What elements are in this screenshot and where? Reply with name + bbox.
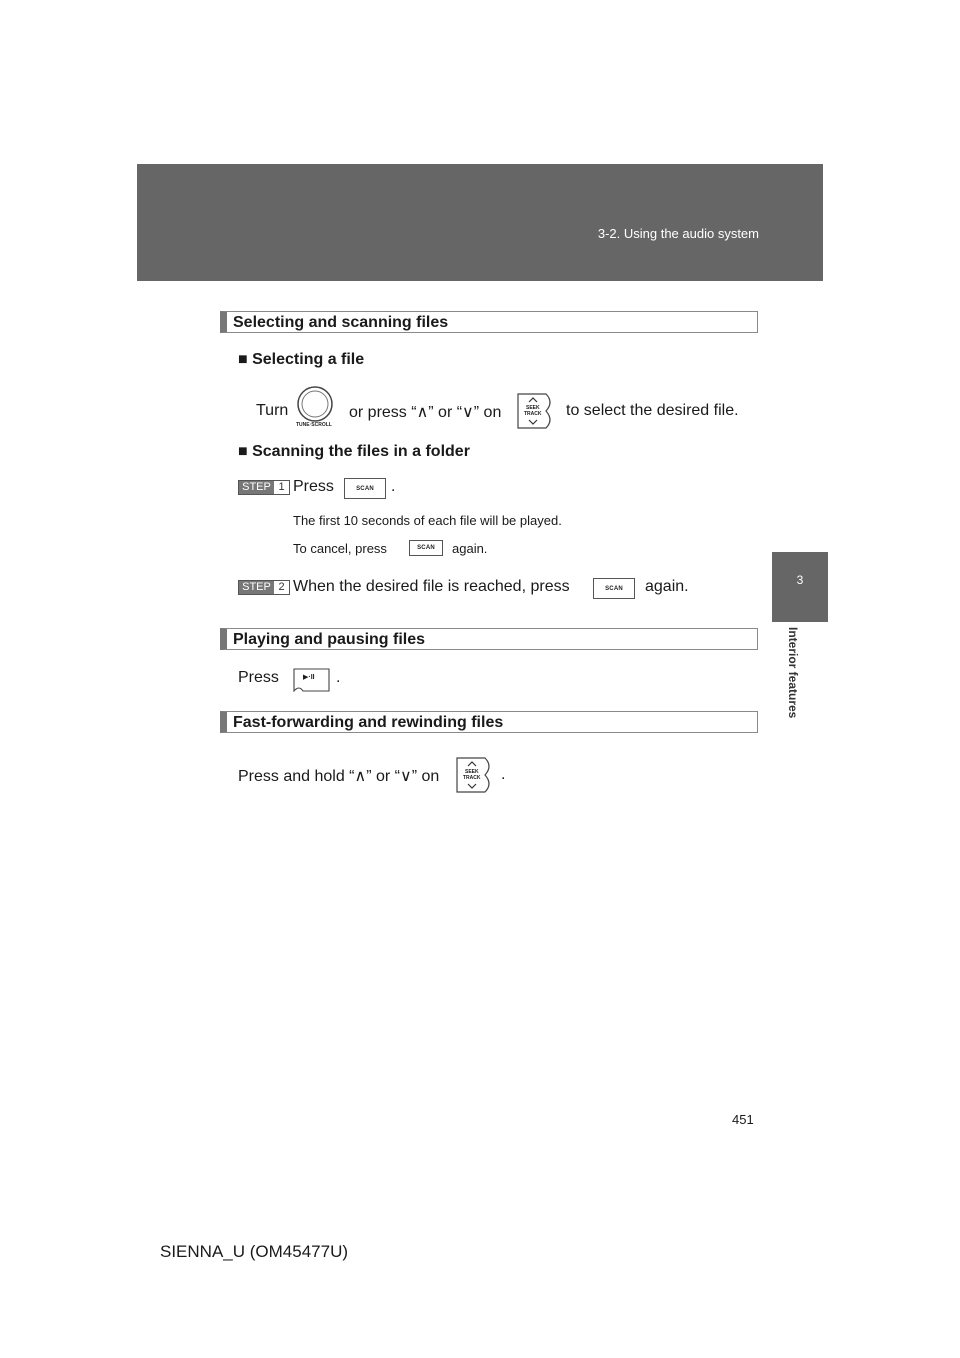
chapter-tab (772, 552, 828, 622)
model-code: SIENNA_U (OM45477U) (160, 1242, 349, 1261)
seek-label: SEEK (465, 769, 479, 775)
play-period: . (336, 669, 341, 686)
subheading-scanning-folder: ■ Scanning the files in a folder (238, 443, 470, 460)
play-press-text: Press (238, 669, 279, 686)
subheading-selecting-file: ■ Selecting a file (238, 351, 365, 368)
step-1-badge (238, 480, 290, 495)
header-band (137, 164, 823, 281)
heading-ff-rw (220, 711, 758, 733)
step-number: 2 (278, 581, 285, 593)
step2-text: When the desired file is reached, press (293, 578, 570, 595)
step-2-badge (238, 580, 290, 595)
step1-press-text: Press (293, 478, 334, 495)
section-title: 3-2. Using the audio system (597, 226, 759, 241)
select-turn-text: Turn (256, 402, 289, 419)
play-pause-label: ▶·II (303, 674, 315, 681)
select-to-select-text: to select the desired file. (566, 402, 739, 419)
play-pause-button-icon (293, 668, 330, 692)
step2-again: again. (645, 578, 689, 595)
heading-text: Selecting and scanning files (233, 314, 449, 331)
chapter-title: Interior features (786, 627, 800, 719)
track-label: TRACK (524, 411, 542, 417)
step1-period: . (391, 478, 396, 495)
ff-rw-period: . (501, 766, 506, 783)
track-label: TRACK (463, 775, 481, 781)
tune-scroll-knob-icon (293, 385, 339, 431)
scan-button-icon-small: SCAN (409, 540, 443, 556)
heading-text: Playing and pausing files (233, 631, 426, 648)
scan-button-icon-step2: SCAN (593, 578, 635, 599)
step-number: 1 (278, 481, 285, 493)
seek-track-button-icon (516, 393, 556, 429)
tune-scroll-label: TUNE·SCROLL (296, 422, 332, 428)
heading-playing-pausing (220, 628, 758, 650)
page-number: 451 (732, 1112, 754, 1127)
step-label: STEP (239, 481, 274, 494)
heading-selecting-scanning (220, 311, 758, 333)
seek-track-button-icon-2 (455, 757, 495, 793)
seek-label: SEEK (526, 405, 540, 411)
step-label: STEP (239, 581, 274, 594)
ff-rw-text: Press and hold “∧” or “∨” on (238, 768, 440, 785)
scan-button-icon: SCAN (344, 478, 386, 499)
heading-text: Fast-forwarding and rewinding files (233, 714, 504, 731)
select-or-press-text: or press “∧” or “∨” on (349, 404, 502, 421)
chapter-number: 3 (796, 573, 804, 587)
note-cancel-press: To cancel, press (293, 541, 387, 556)
note-cancel-again: again. (452, 541, 488, 556)
note-first-10-seconds: The first 10 seconds of each file will be played. (293, 513, 562, 528)
